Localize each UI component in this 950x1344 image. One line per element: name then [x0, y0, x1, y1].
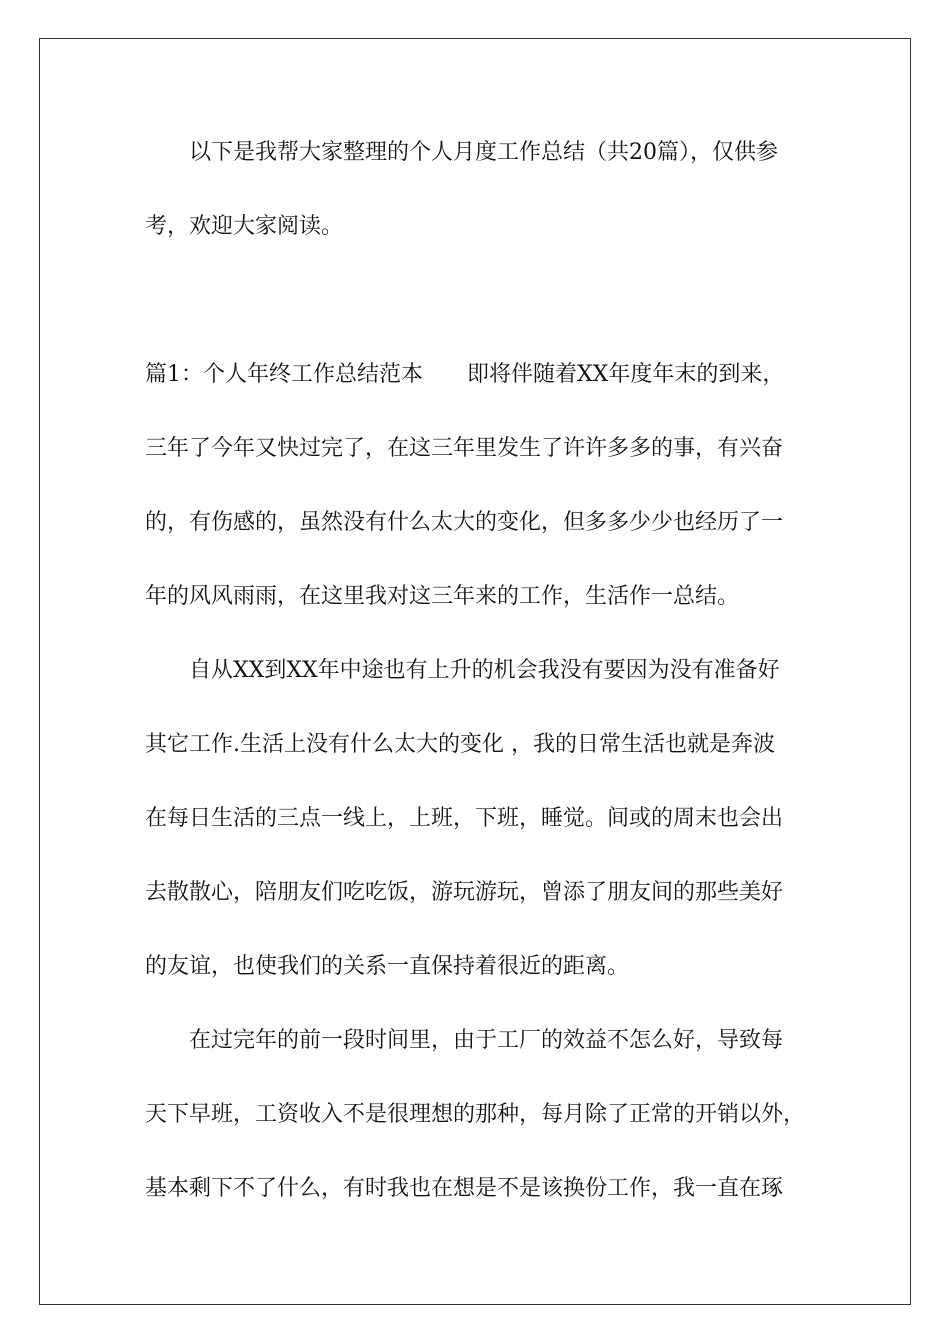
paragraph-3-line-1: 在过完年的前一段时间里，由于工厂的效益不怎么好，导致每: [189, 1028, 784, 1053]
paragraph-2-line-1: 自从XX到XX年中途也有上升的机会我没有要因为没有准备好: [189, 658, 780, 683]
paragraph-intro-line-1: 以下是我帮大家整理的个人月度工作总结（共20篇），仅供参: [189, 140, 778, 165]
paragraph-2-line-3: 在每日生活的三点一线上，上班，下班，睡觉。间或的周末也会出: [145, 806, 784, 831]
paragraph-1-line-3: 的，有伤感的，虽然没有什么太大的变化，但多多少少也经历了一: [145, 510, 784, 535]
paragraph-intro-line-2: 考，欢迎大家阅读。: [145, 214, 344, 239]
paragraph-2-line-4: 去散散心，陪朋友们吃吃饭，游玩游玩，曾添了朋友间的那些美好: [145, 880, 784, 905]
paragraph-1-line-2: 三年了今年又快过完了，在这三年里发生了许许多多的事，有兴奋: [145, 436, 784, 461]
paragraph-3-line-2: 天下早班，工资收入不是很理想的那种，每月除了正常的开销以外，: [145, 1102, 806, 1127]
paragraph-2-line-5: 的友谊，也使我们的关系一直保持着很近的距离。: [145, 954, 630, 979]
paragraph-3-line-3: 基本剩下不了什么，有时我也在想是不是该换份工作，我一直在琢: [145, 1176, 784, 1201]
paragraph-1-line-4: 年的风风雨雨，在这里我对这三年来的工作，生活作一总结。: [145, 584, 740, 609]
paragraph-1-line-1: 篇1：个人年终工作总结范本 即将伴随着XX年度年末的到来，: [145, 362, 785, 387]
paragraph-2-line-2: 其它工作.生活上没有什么太大的变化 ，我的日常生活也就是奔波: [145, 732, 775, 757]
